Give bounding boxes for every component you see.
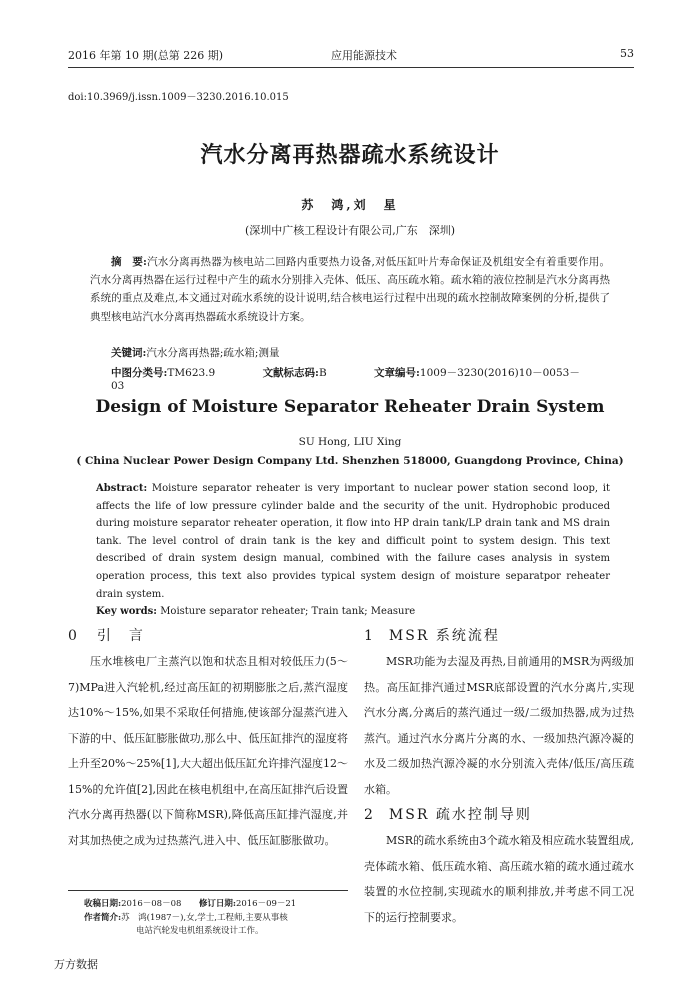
abstract-zh xyxy=(90,253,610,326)
keywords-zh xyxy=(111,345,279,360)
keywords-en-text: Moisture separator reheater; Train tank; Measure xyxy=(160,606,416,618)
clc: 中图分类号:TM623.9 xyxy=(111,367,216,379)
footnote-rule xyxy=(68,890,348,891)
journal-name: 应用能源技术 xyxy=(331,49,397,62)
section-1-body: MSR功能为去湿及再热,目前通用的MSR为两级加热。高压缸排汽通过MSR底部设置的汽水分离片,实现汽水分离,分离后的蒸汽通过一级/二级加热器,成为过热蒸汽。通过汽水分离片分离的水、一级加热汽源冷凝的水及二级加热汽源冷凝的水分别流入壳体/低压/高压疏水箱。 xyxy=(364,655,634,796)
title-zh: 汽水分离再热器疏水系统设计 xyxy=(200,142,500,168)
abstract-en-label: Abstract: xyxy=(96,483,148,494)
section-2-body: MSR的疏水系统由3个疏水箱及相应疏水装置组成,壳体疏水箱、低压疏水箱、高压疏水箱的疏水通过疏水装置的水位控制,实现疏水的顺利排放,并考虑不同工况下的运行控制要求。 xyxy=(364,834,634,924)
section-1-heading: 1 MSR 系统流程 xyxy=(364,628,500,644)
section-0-heading: 0 引 言 xyxy=(68,628,145,644)
watermark: 万方数据 xyxy=(54,958,98,971)
page-number: 53 xyxy=(620,47,634,60)
running-header xyxy=(68,47,634,67)
footnote-dates: 收稿日期:2016－08－08 修订日期:2016－09－21 xyxy=(84,899,297,909)
header-rule xyxy=(68,67,634,68)
authors-zh: 苏 鸿,刘 星 xyxy=(301,198,399,212)
keywords-en-label: Key words: xyxy=(96,606,157,618)
title-en: Design of Moisture Separator Reheater Drain System xyxy=(95,397,605,417)
issue-info: 2016 年第 10 期(总第 226 期) xyxy=(68,49,224,62)
doc-code: 文献标志码:B xyxy=(262,367,327,379)
article-number: 文章编号:1009－3230(2016)10－0053－03 xyxy=(111,367,580,392)
abstract-zh-text: 汽水分离再热器为核电站二回路内重要热力设备,对低压缸叶片寿命保证及机组安全有着重要作用。汽水分离再热器在运行过程中产生的疏水分别排入壳体、低压、高压疏水箱。疏水箱的液位控制是汽水分离再热系统的重点及难点,本文通过对疏水系统的设计说明,结合核电运行过程中出现的疏水控制故障案例的分析,提供了典型核电站汽水分离再热器疏水系统设计方案。 xyxy=(90,256,610,323)
right-column xyxy=(364,625,634,930)
affiliation-zh: (深圳中广核工程设计有限公司,广东 深圳) xyxy=(244,224,456,237)
authors-en: SU Hong, LIU Xing xyxy=(298,436,402,448)
keywords-zh-label: 关键词: xyxy=(111,347,147,359)
section-2-heading: 2 MSR 疏水控制导则 xyxy=(364,807,532,823)
classification xyxy=(111,365,631,392)
doi: doi:10.3969/j.issn.1009－3230.2016.10.015 xyxy=(68,92,289,103)
abstract-en-text: Moisture separator reheater is very important to nuclear power station second loop, it affects the life of low pressure cylinder balde and the security of the unit. Hydrophobic produced during moisture separator reheater operation, it flow into HP drain tank/LP drain tank and MS drain tank. The level control of drain tank is the key and difficult point to system design. This text described of drain system design manual, combined with the failure cases analysis in system operation process, this text also provides typical system design of moisture separatpor reheater drain system. xyxy=(96,483,610,600)
footnote-bio-2: 电站汽轮发电机组系统设计工作。 xyxy=(136,926,264,936)
keywords-zh-text: 汽水分离再热器;疏水箱;测量 xyxy=(146,347,280,359)
abstract-en xyxy=(96,480,610,621)
left-column xyxy=(68,625,348,853)
section-0-body: 压水堆核电厂主蒸汽以饱和状态且相对较低压力(5～7)MPa进入汽轮机,经过高压缸的初期膨胀之后,蒸汽湿度达10%～15%,如果不采取任何措施,使该部分湿蒸汽进入下游的中、低压缸膨胀做功,那么中、低压缸排汽的湿度将上升至20%～25%[1],大大超出低压缸允许排汽湿度12～15%的允许值[2],因此在核电机组中,在高压缸排汽后设置汽水分离再热器(以下简称MSR),降低高压缸排汽湿度,并对其加热使之成为过热蒸汽,进入中、低压缸膨胀做功。 xyxy=(68,655,348,847)
abstract-zh-label: 摘 要: xyxy=(111,256,147,268)
affiliation-en: ( China Nuclear Power Design Company Ltd. Shenzhen 518000, Guangdong Province, China) xyxy=(76,455,624,467)
footnote-bio: 作者简介:苏 鸿(1987－),女,学士,工程师,主要从事核 xyxy=(84,913,288,923)
